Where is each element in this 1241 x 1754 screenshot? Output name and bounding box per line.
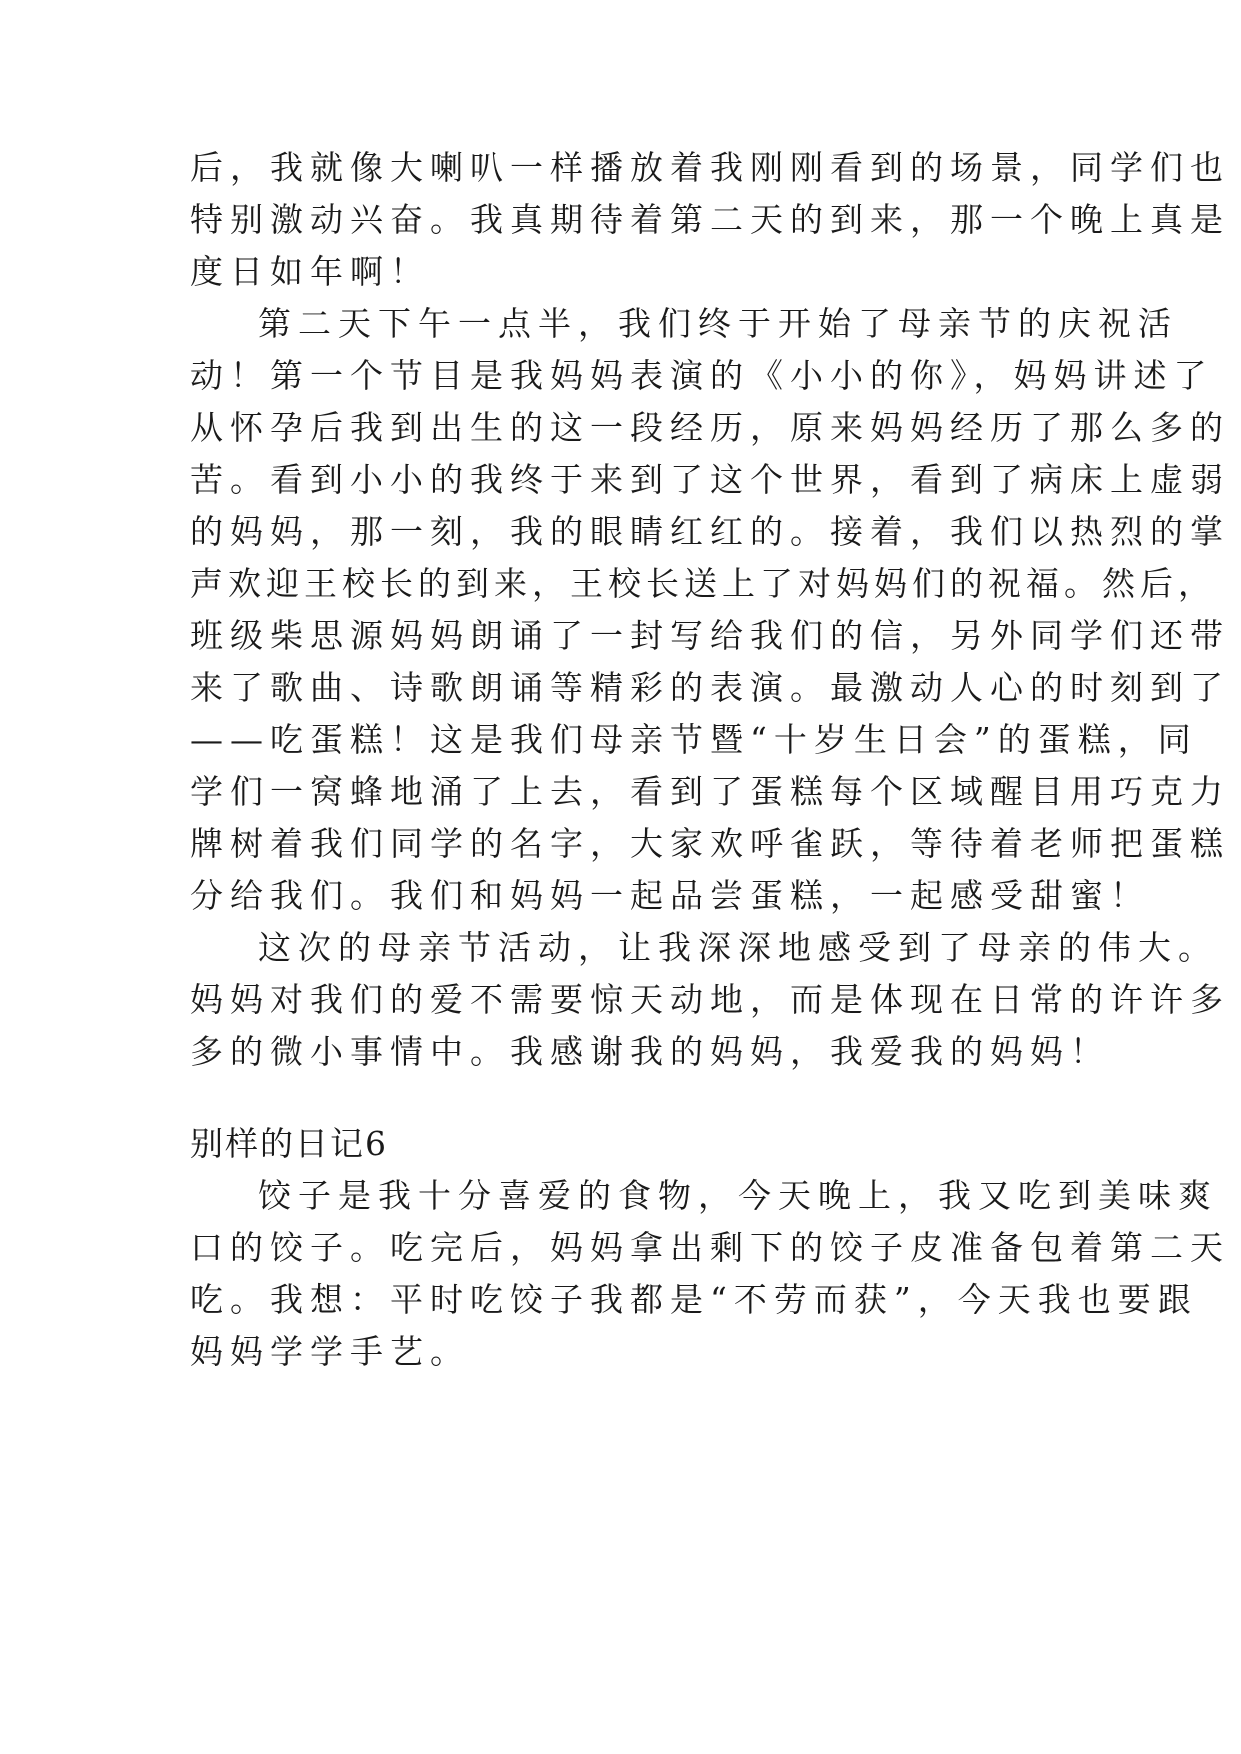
text-line: 的妈妈，那一刻，我的眼睛红红的。接着，我们以热烈的掌 <box>190 512 1230 551</box>
text-line: 后，我就像大喇叭一样播放着我刚刚看到的场景，同学们也 <box>190 148 1230 187</box>
text-line: 分给我们。我们和妈妈一起品尝蛋糕，一起感受甜蜜！ <box>190 876 1150 915</box>
text-line: 牌树着我们同学的名字，大家欢呼雀跃，等待着老师把蛋糕 <box>190 824 1230 863</box>
text-line: 来了歌曲、诗歌朗诵等精彩的表演。最激动人心的时刻到了 <box>190 668 1230 707</box>
text-line: 班级柴思源妈妈朗诵了一封写给我们的信，另外同学们还带 <box>190 616 1230 655</box>
text-line: 吃。我想：平时吃饺子我都是“不劳而获”，今天我也要跟 <box>190 1280 1198 1319</box>
text-line: 学们一窝蜂地涌了上去，看到了蛋糕每个区域醒目用巧克力 <box>190 772 1230 811</box>
text-line: 从怀孕后我到出生的这一段经历，原来妈妈经历了那么多的 <box>190 408 1230 447</box>
text-line: 苦。看到小小的我终于来到了这个世界，看到了病床上虚弱 <box>190 460 1230 499</box>
text-line: 多的微小事情中。我感谢我的妈妈，我爱我的妈妈！ <box>190 1032 1110 1071</box>
text-line: 声欢迎王校长的到来，王校长送上了对妈妈们的祝福。然后， <box>190 564 1216 603</box>
text-line: 这次的母亲节活动，让我深深地感受到了母亲的伟大。 <box>258 928 1218 967</box>
text-line: 度日如年啊！ <box>190 252 430 291</box>
text-line: 饺子是我十分喜爱的食物，今天晚上，我又吃到美味爽 <box>258 1176 1218 1215</box>
text-line: 口的饺子。吃完后，妈妈拿出剩下的饺子皮准备包着第二天 <box>190 1228 1230 1267</box>
text-line: 妈妈学学手艺。 <box>190 1332 470 1371</box>
section-title: 别样的日记6 <box>190 1124 388 1163</box>
text-line: 妈妈对我们的爱不需要惊天动地，而是体现在日常的许许多 <box>190 980 1230 1019</box>
text-line: 特别激动兴奋。我真期待着第二天的到来，那一个晚上真是 <box>190 200 1230 239</box>
text-line: 动！第一个节目是我妈妈表演的《小小的你》，妈妈讲述了 <box>190 356 1214 395</box>
text-line: 第二天下午一点半，我们终于开始了母亲节的庆祝活 <box>258 304 1178 343</box>
text-line: ——吃蛋糕！这是我们母亲节暨“十岁生日会”的蛋糕，同 <box>190 720 1198 759</box>
